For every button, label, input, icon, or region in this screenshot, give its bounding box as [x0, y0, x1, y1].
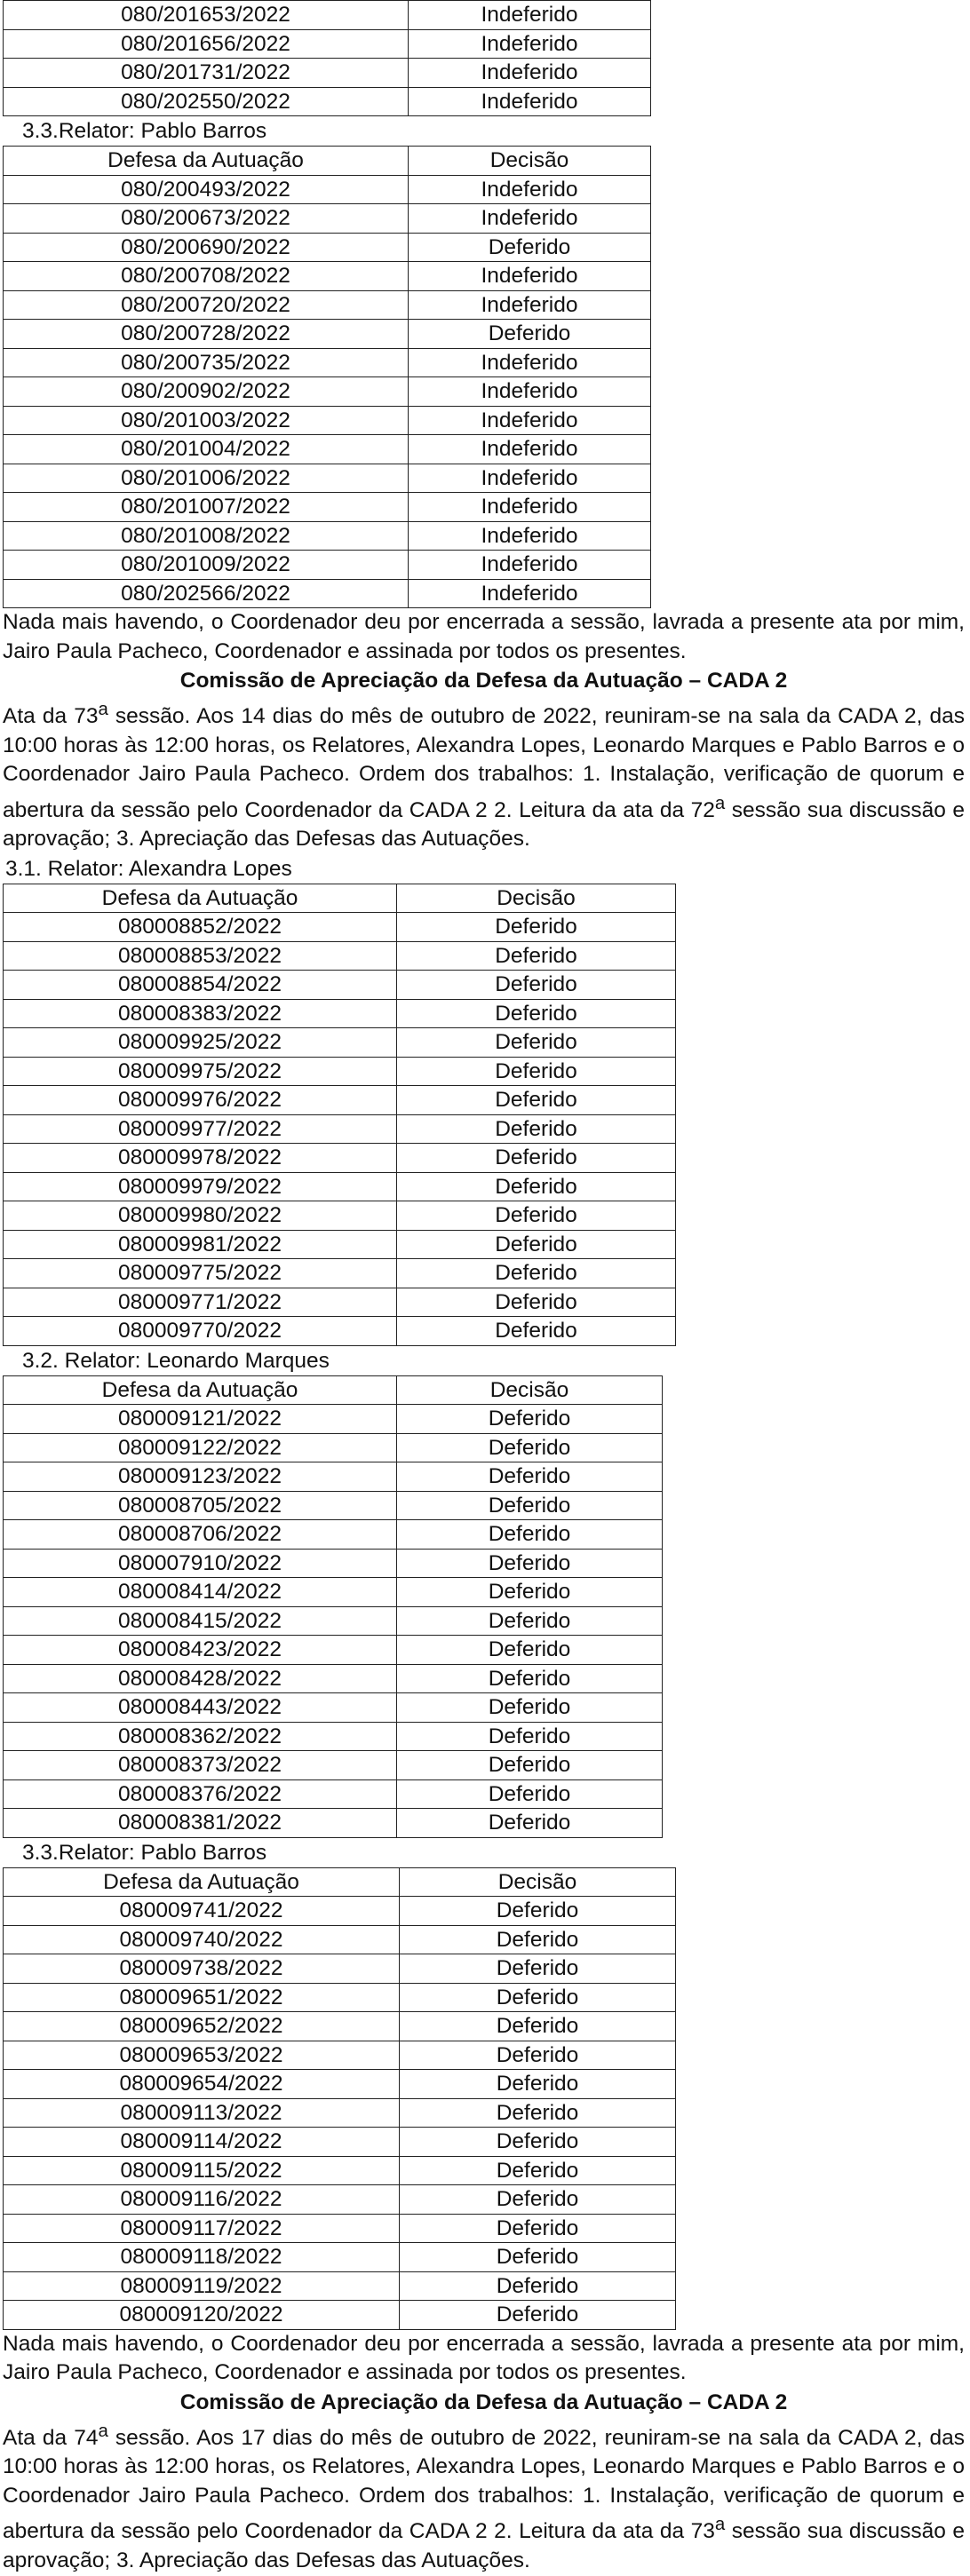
defesa-number-cell: 080/201003/2022: [4, 406, 409, 435]
decision-cell: Indeferido: [409, 464, 651, 493]
column-header-decisao: Decisão: [397, 1375, 663, 1405]
decision-cell: Deferido: [397, 1491, 663, 1520]
defesa-number-cell: 080009120/2022: [4, 2301, 400, 2330]
defesa-number-cell: 080008854/2022: [4, 971, 397, 1000]
decision-cell: Deferido: [397, 1549, 663, 1578]
table-row: [4, 377, 651, 407]
defesa-number-cell: 080009119/2022: [4, 2271, 400, 2301]
table-row: [4, 1144, 676, 1173]
defesa-number-cell: 080009975/2022: [4, 1057, 397, 1086]
decision-cell: Deferido: [397, 999, 676, 1028]
defesa-number-cell: 080009775/2022: [4, 1259, 397, 1288]
defesa-number-cell: 080/200720/2022: [4, 290, 409, 320]
defesa-number-cell: 080009770/2022: [4, 1317, 397, 1346]
decision-cell: Indeferido: [409, 579, 651, 608]
column-header-decisao: Decisão: [400, 1867, 676, 1897]
defesa-number-cell: 080/201653/2022: [4, 1, 409, 30]
decision-cell: Deferido: [397, 941, 676, 971]
table-row: [4, 464, 651, 493]
decision-cell: Deferido: [400, 2128, 676, 2157]
decision-cell: Deferido: [397, 1144, 676, 1173]
defesa-number-cell: 080008705/2022: [4, 1491, 397, 1520]
decision-cell: Deferido: [397, 1230, 676, 1259]
decision-cell: Deferido: [400, 2012, 676, 2041]
decision-cell: Indeferido: [409, 204, 651, 234]
defesa-number-cell: 080009741/2022: [4, 1897, 400, 1926]
defesa-number-cell: 080009981/2022: [4, 1230, 397, 1259]
defesa-number-cell: 080/200673/2022: [4, 204, 409, 234]
defesa-number-cell: 080009740/2022: [4, 1925, 400, 1954]
defesa-number-cell: 080009113/2022: [4, 2098, 400, 2128]
commission-heading-2: Comissão de Apreciação da Defesa da Autuação – CADA 2: [179, 2390, 788, 2414]
defesa-number-cell: 080009978/2022: [4, 1144, 397, 1173]
table-row: [4, 2185, 676, 2215]
table-header-row: [4, 1375, 663, 1405]
column-header-decisao: Decisão: [409, 147, 651, 176]
defesa-number-cell: 080008852/2022: [4, 913, 397, 942]
decision-cell: Indeferido: [409, 377, 651, 407]
table-row: [4, 2128, 676, 2157]
table-row: [4, 1751, 663, 1780]
commission-heading: Comissão de Apreciação da Defesa da Autuação – CADA 2: [179, 669, 788, 693]
table-row: [4, 1317, 676, 1346]
defesa-number-cell: 080/200728/2022: [4, 320, 409, 349]
table-header-row: [4, 884, 676, 913]
decision-cell: Indeferido: [409, 551, 651, 580]
column-header-defesa: Defesa da Autuação: [4, 1375, 397, 1405]
defesa-number-cell: 080009977/2022: [4, 1114, 397, 1144]
table-row: [4, 1954, 676, 1984]
defesa-number-cell: 080008381/2022: [4, 1809, 397, 1838]
defesa-number-cell: 080009652/2022: [4, 2012, 400, 2041]
table-row: [4, 1462, 663, 1492]
decision-cell: Indeferido: [409, 290, 651, 320]
table-header-row: [4, 1867, 676, 1897]
defesa-number-cell: 080/200902/2022: [4, 377, 409, 407]
defesa-number-cell: 080009651/2022: [4, 1983, 400, 2012]
decision-cell: Deferido: [397, 1028, 676, 1058]
decision-cell: Deferido: [409, 320, 651, 349]
decision-cell: Deferido: [397, 1693, 663, 1723]
defesa-number-cell: 080009738/2022: [4, 1954, 400, 1984]
defesa-number-cell: 080008706/2022: [4, 1520, 397, 1550]
table-row: [4, 2156, 676, 2185]
column-header-defesa: Defesa da Autuação: [4, 884, 397, 913]
decision-cell: Deferido: [397, 1201, 676, 1231]
table-row: [4, 1897, 676, 1926]
table-row: [4, 971, 676, 1000]
decision-cell: Deferido: [400, 2156, 676, 2185]
closing-paragraph-2: Nada mais havendo, o Coordenador deu por encerrada a sessão, lavrada a presente ata por mim, Jairo Paula Pacheco, Coordenador e assinada por todos os presentes.: [3, 2331, 965, 2385]
table-row: [4, 1606, 663, 1636]
decision-cell: Deferido: [397, 1520, 663, 1550]
decision-table-continued: [3, 0, 651, 116]
defesa-number-cell: 080009118/2022: [4, 2243, 400, 2272]
decision-cell: Deferido: [400, 1954, 676, 1984]
defesa-number-cell: 080008373/2022: [4, 1751, 397, 1780]
defesa-number-cell: 080009976/2022: [4, 1086, 397, 1115]
decision-cell: Indeferido: [409, 29, 651, 59]
table-row: [4, 1983, 676, 2012]
table-row: [4, 2271, 676, 2301]
table-row: [4, 2070, 676, 2099]
table-row: [4, 1433, 663, 1462]
decision-cell: Deferido: [397, 1057, 676, 1086]
decision-cell: Deferido: [397, 1259, 676, 1288]
decision-cell: Deferido: [397, 1664, 663, 1693]
defesa-number-cell: 080/201008/2022: [4, 521, 409, 551]
decision-table-pablo-barros: [3, 146, 651, 608]
defesa-number-cell: 080/201006/2022: [4, 464, 409, 493]
table-row: [4, 175, 651, 204]
defesa-number-cell: 080/200690/2022: [4, 233, 409, 262]
table-row: [4, 1028, 676, 1058]
decision-cell: Deferido: [397, 1114, 676, 1144]
table-row: [4, 1664, 663, 1693]
table-row: [4, 1172, 676, 1201]
table-row: [4, 1259, 676, 1288]
decision-cell: Indeferido: [409, 59, 651, 88]
table-row: [4, 913, 676, 942]
decision-cell: Deferido: [397, 1317, 676, 1346]
table-row: [4, 59, 651, 88]
decision-cell: Deferido: [400, 2041, 676, 2070]
decision-cell: Deferido: [400, 1925, 676, 1954]
table-row: [4, 320, 651, 349]
defesa-number-cell: 080007910/2022: [4, 1549, 397, 1578]
decision-table-alexandra-lopes: [3, 884, 676, 1346]
table-row: [4, 1230, 676, 1259]
decision-cell: Deferido: [400, 2243, 676, 2272]
defesa-number-cell: 080009117/2022: [4, 2214, 400, 2243]
table-row: [4, 1, 651, 30]
table-row: [4, 1201, 676, 1231]
defesa-number-cell: 080/200493/2022: [4, 175, 409, 204]
ata-74-paragraph: Ata da 74$^a$ sessão. Aos 17 dias do mês de outubro de 2022, reuniram-se na sala da CADA 2, das 10:00 horas às 12:00 horas, os Relatores, Alexandra Lopes, Leonardo Marques e Pablo Barros e o Coordenador Jairo Paula Pacheco. Ordem dos trabalhos: 1. Instalação, verificação de quorum e abertura da sessão pelo Coordenador da CADA 2 2. Leitura da ata da 73$^a$ sessão sua discussão e aprovação; 3. Apreciação das Defesas das Autuações.: [3, 2421, 965, 2573]
decision-cell: Indeferido: [409, 175, 651, 204]
defesa-number-cell: 080009121/2022: [4, 1405, 397, 1434]
table-row: [4, 1693, 663, 1723]
table-row: [4, 1578, 663, 1607]
table-row: [4, 290, 651, 320]
table-header-row: [4, 147, 651, 176]
decision-cell: Deferido: [400, 2185, 676, 2215]
decision-cell: Deferido: [400, 2301, 676, 2330]
decision-cell: Deferido: [397, 1462, 663, 1492]
column-header-decisao: Decisão: [397, 884, 676, 913]
defesa-number-cell: 080009771/2022: [4, 1288, 397, 1317]
decision-cell: Deferido: [400, 2271, 676, 2301]
decision-cell: Deferido: [397, 1288, 676, 1317]
decision-cell: Deferido: [400, 2098, 676, 2128]
table-row: [4, 435, 651, 464]
defesa-number-cell: 080009925/2022: [4, 1028, 397, 1058]
decision-cell: Indeferido: [409, 348, 651, 377]
table-row: [4, 551, 651, 580]
relator-pablo-barros-heading: 3.3.Relator: Pablo Barros: [22, 119, 267, 143]
table-row: [4, 999, 676, 1028]
decision-cell: Deferido: [397, 1809, 663, 1838]
column-header-defesa: Defesa da Autuação: [4, 147, 409, 176]
defesa-number-cell: 080/201007/2022: [4, 493, 409, 522]
table-row: [4, 1057, 676, 1086]
decision-cell: Indeferido: [409, 521, 651, 551]
table-row: [4, 493, 651, 522]
table-row: [4, 1779, 663, 1809]
defesa-number-cell: 080/201004/2022: [4, 435, 409, 464]
table-row: [4, 87, 651, 116]
defesa-number-cell: 080009122/2022: [4, 1433, 397, 1462]
defesa-number-cell: 080009980/2022: [4, 1201, 397, 1231]
defesa-number-cell: 080008415/2022: [4, 1606, 397, 1636]
defesa-number-cell: 080/201009/2022: [4, 551, 409, 580]
defesa-number-cell: 080009979/2022: [4, 1172, 397, 1201]
table-row: [4, 1809, 663, 1838]
table-row: [4, 2012, 676, 2041]
decision-cell: Deferido: [397, 1722, 663, 1751]
table-row: [4, 1491, 663, 1520]
decision-cell: Deferido: [397, 1606, 663, 1636]
relator-leonardo-marques-heading: 3.2. Relator: Leonardo Marques: [22, 1348, 330, 1373]
table-row: [4, 1722, 663, 1751]
table-row: [4, 262, 651, 291]
defesa-number-cell: 080/202566/2022: [4, 579, 409, 608]
defesa-number-cell: 080008853/2022: [4, 941, 397, 971]
decision-cell: Deferido: [397, 913, 676, 942]
defesa-number-cell: 080009114/2022: [4, 2128, 400, 2157]
defesa-number-cell: 080008362/2022: [4, 1722, 397, 1751]
decision-cell: Indeferido: [409, 493, 651, 522]
decision-cell: Deferido: [400, 1983, 676, 2012]
decision-cell: Deferido: [397, 1578, 663, 1607]
decision-cell: Deferido: [400, 1897, 676, 1926]
table-row: [4, 941, 676, 971]
decision-cell: Deferido: [397, 1172, 676, 1201]
defesa-number-cell: 080009123/2022: [4, 1462, 397, 1492]
table-row: [4, 29, 651, 59]
decision-cell: Deferido: [397, 1779, 663, 1809]
column-header-defesa: Defesa da Autuação: [4, 1867, 400, 1897]
table-row: [4, 2214, 676, 2243]
decision-cell: Indeferido: [409, 262, 651, 291]
table-row: [4, 2243, 676, 2272]
decision-cell: Indeferido: [409, 87, 651, 116]
defesa-number-cell: 080009654/2022: [4, 2070, 400, 2099]
decision-cell: Deferido: [397, 1636, 663, 1665]
table-row: [4, 579, 651, 608]
defesa-number-cell: 080008376/2022: [4, 1779, 397, 1809]
table-row: [4, 2301, 676, 2330]
defesa-number-cell: 080008428/2022: [4, 1664, 397, 1693]
table-row: [4, 521, 651, 551]
defesa-number-cell: 080009115/2022: [4, 2156, 400, 2185]
defesa-number-cell: 080/200708/2022: [4, 262, 409, 291]
relator-alexandra-lopes-heading: 3.1. Relator: Alexandra Lopes: [5, 856, 292, 881]
decision-cell: Indeferido: [409, 406, 651, 435]
table-row: [4, 233, 651, 262]
table-row: [4, 1405, 663, 1434]
decision-cell: Deferido: [397, 1433, 663, 1462]
decision-cell: Indeferido: [409, 1, 651, 30]
decision-table-pablo-barros-2: [3, 1867, 676, 2330]
decision-table-leonardo-marques: [3, 1375, 663, 1838]
table-row: [4, 406, 651, 435]
decision-cell: Deferido: [397, 1086, 676, 1115]
defesa-number-cell: 080/202550/2022: [4, 87, 409, 116]
decision-cell: Deferido: [409, 233, 651, 262]
table-row: [4, 204, 651, 234]
table-row: [4, 1288, 676, 1317]
defesa-number-cell: 080008443/2022: [4, 1693, 397, 1723]
defesa-number-cell: 080/201731/2022: [4, 59, 409, 88]
ata-73-paragraph: Ata da 73$^a$ sessão. Aos 14 dias do mês de outubro de 2022, reuniram-se na sala da CADA 2, das 10:00 horas às 12:00 horas, os Relatores, Alexandra Lopes, Leonardo Marques e Pablo Barros e o Coordenador Jairo Paula Pacheco. Ordem dos trabalhos: 1. Instalação, verificação de quorum e abertura da sessão pelo Coordenador da CADA 2 2. Leitura da ata da 72$^a$ sessão sua discussão e aprovação; 3. Apreciação das Defesas das Autuações.: [3, 700, 965, 852]
table-row: [4, 1114, 676, 1144]
table-row: [4, 1636, 663, 1665]
defesa-number-cell: 080009116/2022: [4, 2185, 400, 2215]
defesa-number-cell: 080/201656/2022: [4, 29, 409, 59]
defesa-number-cell: 080009653/2022: [4, 2041, 400, 2070]
relator-pablo-barros-heading-2: 3.3.Relator: Pablo Barros: [22, 1840, 267, 1865]
defesa-number-cell: 080008414/2022: [4, 1578, 397, 1607]
table-row: [4, 348, 651, 377]
table-row: [4, 1520, 663, 1550]
decision-cell: Deferido: [400, 2214, 676, 2243]
decision-cell: Deferido: [400, 2070, 676, 2099]
defesa-number-cell: 080/200735/2022: [4, 348, 409, 377]
table-row: [4, 2041, 676, 2070]
defesa-number-cell: 080008423/2022: [4, 1636, 397, 1665]
decision-cell: Deferido: [397, 1405, 663, 1434]
closing-paragraph: Nada mais havendo, o Coordenador deu por encerrada a sessão, lavrada a presente ata por mim, Jairo Paula Pacheco, Coordenador e assinada por todos os presentes.: [3, 610, 965, 663]
table-row: [4, 1549, 663, 1578]
defesa-number-cell: 080008383/2022: [4, 999, 397, 1028]
table-row: [4, 1925, 676, 1954]
decision-cell: Indeferido: [409, 435, 651, 464]
table-row: [4, 2098, 676, 2128]
decision-cell: Deferido: [397, 1751, 663, 1780]
decision-cell: Deferido: [397, 971, 676, 1000]
table-row: [4, 1086, 676, 1115]
